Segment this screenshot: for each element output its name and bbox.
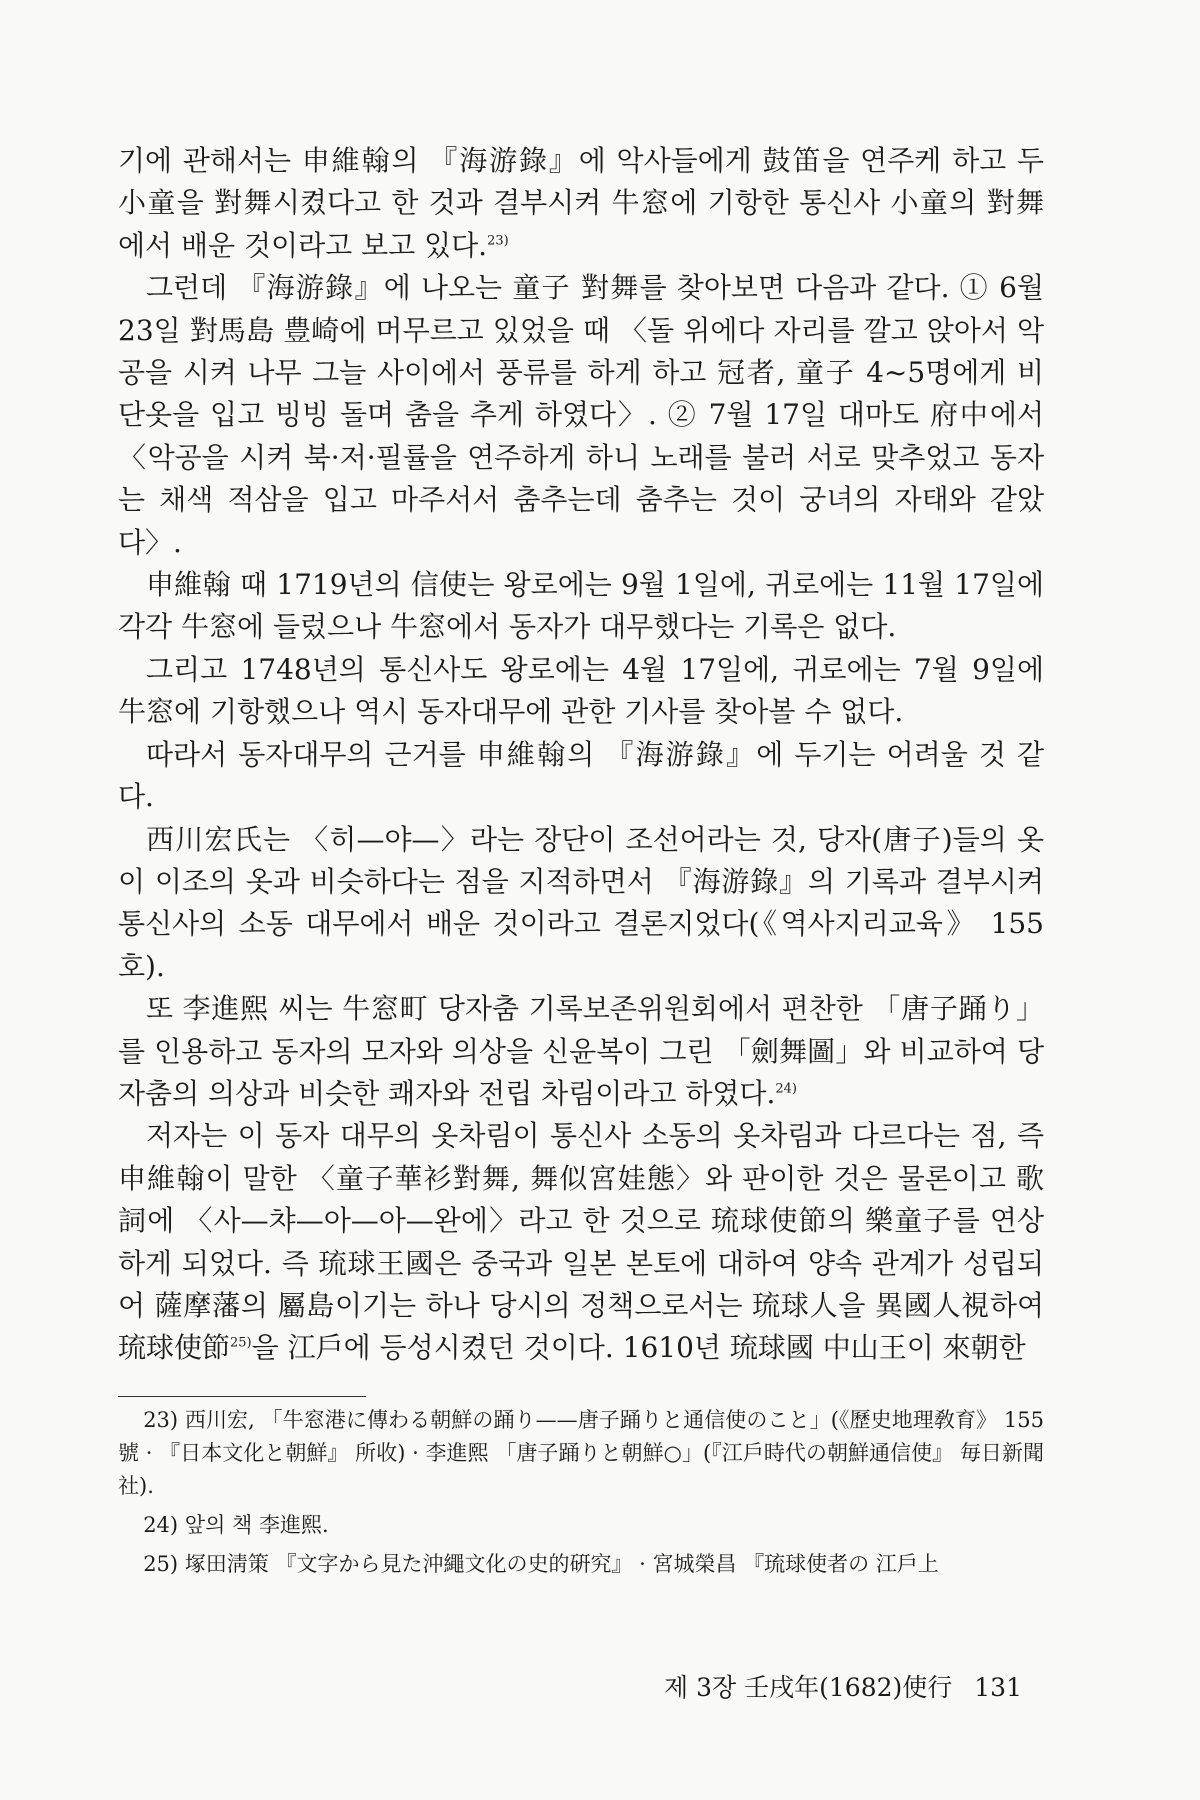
footnote-number: 24) [143,1513,179,1537]
footnote-text: 塚田淸策 『文字から見た沖繩文化の史的硏究』 · 宮城榮昌 『琉球使者の 江戶上 [184,1552,939,1576]
footnote [118,1548,1044,1581]
paragraph: 그리고 1748년의 통신사도 왕로에는 4월 17일에, 귀로에는 7월 9일에 牛窓에 기항했으나 역시 동자대무에 관한 기사를 찾아볼 수 없다. [118,652,1044,729]
footnote-text: 앞의 책 李進熙. [184,1513,329,1537]
footnote-text: 西川宏, 「牛窓港に傳わる朝鮮の踊り——唐子踊りと通信使のこと」(《歷史地理敎育》 155號 · 『日本文化と朝鮮』 所收) · 李進熙 「唐子踊りと朝鮮○」(『江戶時代の朝鮮通信使』 毎日新聞社). [118,1408,1044,1498]
paragraph: 西川宏氏는 〈히—야—〉라는 장단이 조선어라는 것, 당자(唐子)들의 옷이 이조의 옷과 비슷하다는 점을 지적하면서 『海游錄』의 기록과 결부시켜 통신사의 소동 대무에서 배운 것이라고 결론지었다(《역사지리교육》 155호). [118,822,1044,983]
footnotes [118,1404,1044,1587]
footnote-ref: 24) [775,1081,797,1097]
footnote-ref: 23) [487,233,509,249]
paragraph: 그런데 『海游錄』에 나오는 童子 對舞를 찾아보면 다음과 같다. ① 6월 23일 對馬島 豊崎에 머무르고 있었을 때 〈돌 위에다 자리를 깔고 앉아서 악공을 시켜 나무 그늘 사이에서 풍류를 하게 하고 冠者, 童子 4~5명에게 비단옷을 입고 빙빙 돌며 춤을 추게 하였다〉. ② 7월 17일 대마도 府中에서 〈악공을 시켜 북·저·필률을 연주하게 하니 노래를 불러 서로 맞추었고 동자는 채색 적삼을 입고 마주서서 춤추는데 춤추는 것이 궁녀의 자태와 같았다〉. [118,271,1044,559]
footnote-ref: 25) [230,1336,252,1352]
footnote-divider [118,1396,366,1397]
running-footer [664,1668,1022,1704]
paragraph: 申維翰 때 1719년의 信使는 왕로에는 9월 1일에, 귀로에는 11월 17일에 각각 牛窓에 들렀으나 牛窓에서 동자가 대무했다는 기록은 없다. [118,568,1044,644]
paragraph: 기에 관해서는 申維翰의 『海游錄』에 악사들에게 鼓笛을 연주케 하고 두 小童을 對舞시켰다고 한 것과 결부시켜 牛窓에 기항한 통신사 小童의 對舞에서 배운 것이라고 보고 있다.$^{23)}$ [118,144,1044,262]
paragraph: 저자는 이 동자 대무의 옷차림이 통신사 소동의 옷차림과 다르다는 점, 즉 申維翰이 말한 〈童子華衫對舞, 舞似宮娃態〉와 판이한 것은 물론이고 歌詞에 〈사—챠—아—아—완에〉라고 한 것으로 琉球使節의 樂童子를 연상하게 되었다. 즉 琉球王國은 중국과 일본 본토에 대하여 양속 관계가 성립되어 薩摩藩의 屬島이기는 하나 당시의 정책으로서는 琉球人을 異國人視하여 琉球使節$^{25)}$을 江戶에 등성시켰던 것이다. 1610년 琉球國 中山王이 來朝한 [118,1119,1044,1365]
footnote [118,1509,1044,1542]
chapter-title: 제 3장 壬戌年(1682)使行 [664,1673,953,1702]
paragraph: 따라서 동자대무의 근거를 申維翰의 『海游錄』에 두기는 어려울 것 같다. [118,737,1044,814]
footnote-number: 25) [143,1552,179,1576]
footnote [118,1404,1044,1503]
paragraph: 또 李進熙 씨는 牛窓町 당자춤 기록보존위원회에서 편찬한 「唐子踊り」를 인용하고 동자의 모자와 의상을 신윤복이 그린 「劍舞圖」와 비교하여 당자춤의 의상과 비슷한 쾌자와 전립 차림이라고 하였다.$^{24)}$ [118,992,1044,1110]
footnote-number: 23) [143,1408,179,1432]
body-text [118,140,1044,1370]
page-number: 131 [974,1673,1022,1702]
